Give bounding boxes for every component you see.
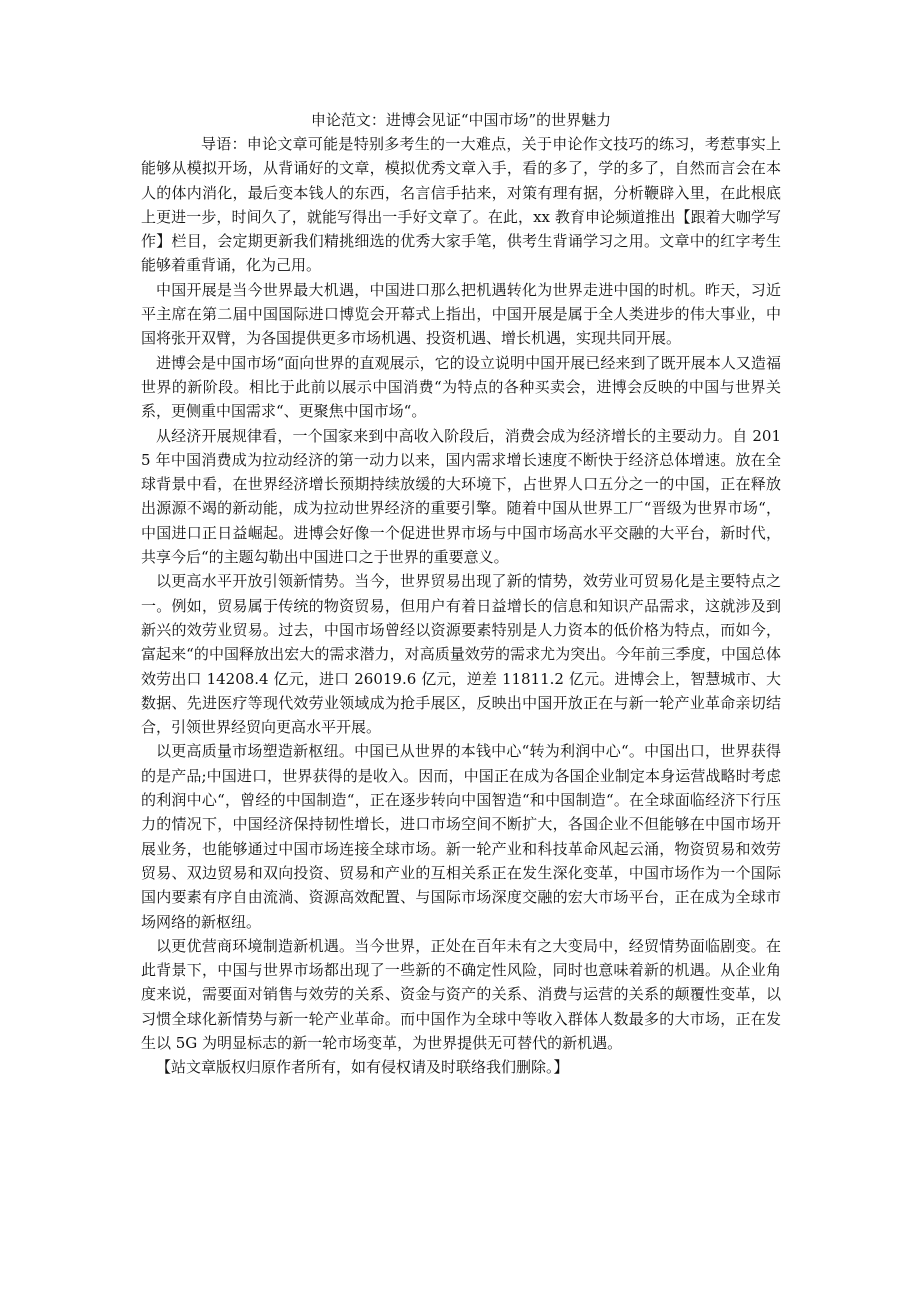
body-paragraph-2: 进博会是中国市场“面向世界的直观展示，它的设立说明中国开展已经来到了既开展本人又造福世界的新阶段。相比于此前以展示中国消费“为特点的各种买卖会，进博会反映的中国与世界关系，更侧重中国需求“、更聚焦中国市场“。 <box>141 353 781 421</box>
body-paragraph-3: 从经济开展规律看，一个国家来到中高收入阶段后，消费会成为经济增长的主要动力。自 2015 年中国消费成为拉动经济的第一动力以来，国内需求增长速度不断快于经济总体增速。放在全球背景中看，在世界经济增长预期持续放缓的大环境下，占世界人口五分之一的中国，正在释放出源源不竭的新动能，成为拉动世界经济的重要引擎。随着中国从世界工厂“晋级为世界市场“，中国进口正日益崛起。进博会好像一个促进世界市场与中国市场高水平交融的大平台，新时代，共享今后“的主题勾勒出中国进口之于世界的重要意义。 <box>141 426 781 567</box>
copyright-notice: 【站文章版权归原作者所有，如有侵权请及时联络我们删除。】 <box>156 1058 569 1077</box>
document-page <box>141 108 781 1080</box>
body-paragraph-5: 以更高质量市场塑造新枢纽。中国已从世界的本钱中心“转为利润中心“。中国出口，世界获得的是产品;中国进口，世界获得的是收入。因而，中国正在成为各国企业制定本身运营战略时考虑的利润中心“，曾经的中国制造“，正在逐步转向中国智造“和中国制造“。在全球面临经济下行压力的情况下，中国经济保持韧性增长，进口市场空间不断扩大，各国企业不但能够在中国市场开展业务，也能够通过中国市场连接全球市场。新一轮产业和科技革命风起云涌，物资贸易和效劳贸易、双边贸易和双向投资、贸易和产业的互相关系正在发生深化变革，中国市场作为一个国际国内要素有序自由流淌、资源高效配置、与国际市场深度交融的宏大市场平台，正在成为全球市场网络的新枢纽。 <box>141 742 781 931</box>
body-paragraph-6: 以更优营商环境制造新机遇。当今世界，正处在百年未有之大变局中，经贸情势面临剧变。在此背景下，中国与世界市场都出现了一些新的不确定性风险，同时也意味着新的机遇。从企业角度来说，需要面对销售与效劳的关系、资金与资产的关系、消费与运营的关系的颠覆性变革，以习惯全球化新情势与新一轮产业革命。而中国作为全球中等收入群体人数最多的大市场，正在发生以 5G 为明显标志的新一轮市场变革，为世界提供无可替代的新机遇。 <box>141 936 781 1052</box>
body-paragraph-4: 以更高水平开放引领新情势。当今，世界贸易出现了新的情势，效劳业可贸易化是主要特点之一。例如，贸易属于传统的物资贸易，但用户有着日益增长的信息和知识产品需求，这就涉及到新兴的效劳业贸易。过去，中国市场曾经以资源要素特别是人力资本的低价格为特点，而如今，富起来“的中国释放出宏大的需求潜力，对高质量效劳的需求尤为突出。今年前三季度，中国总体效劳出口 14208.4 亿元，进口 26019.6 亿元，逆差 11811.2 亿元。进博会上，智慧城市、大数据、先进医疗等现代效劳业领域成为抢手展区，反映出中国开放正在与新一轮产业革命亲切结合，引领世界经贸向更高水平开展。 <box>141 572 781 737</box>
intro-paragraph: 导语：申论文章可能是特别多考生的一大难点，关于申论作文技巧的练习，考惹事实上能够从模拟开场，从背诵好的文章，模拟优秀文章入手，看的多了，学的多了，自然而言会在本人的体内消化，最后变本钱人的东西，名言信手拈来，对策有理有据，分析鞭辟入里，在此根底上更进一步，时间久了，就能写得出一手好文章了。在此，xx 教育申论频道推出【跟着大咖学写作】栏目，会定期更新我们精挑细选的优秀大家手笔，供考生背诵学习之用。文章中的红字考生能够着重背诵，化为己用。 <box>141 135 781 275</box>
body-paragraph-1: 中国开展是当今世界最大机遇，中国进口那么把机遇转化为世界走进中国的时机。昨天，习近平主席在第二届中国国际进口博览会开幕式上指出，中国开展是属于全人类进步的伟大事业，中国将张开双臂，为各国提供更多市场机遇、投资机遇、增长机遇，实现共同开展。 <box>141 280 781 348</box>
document-title: 申论范文：进博会见证“中国市场”的世界魅力 <box>310 111 612 129</box>
